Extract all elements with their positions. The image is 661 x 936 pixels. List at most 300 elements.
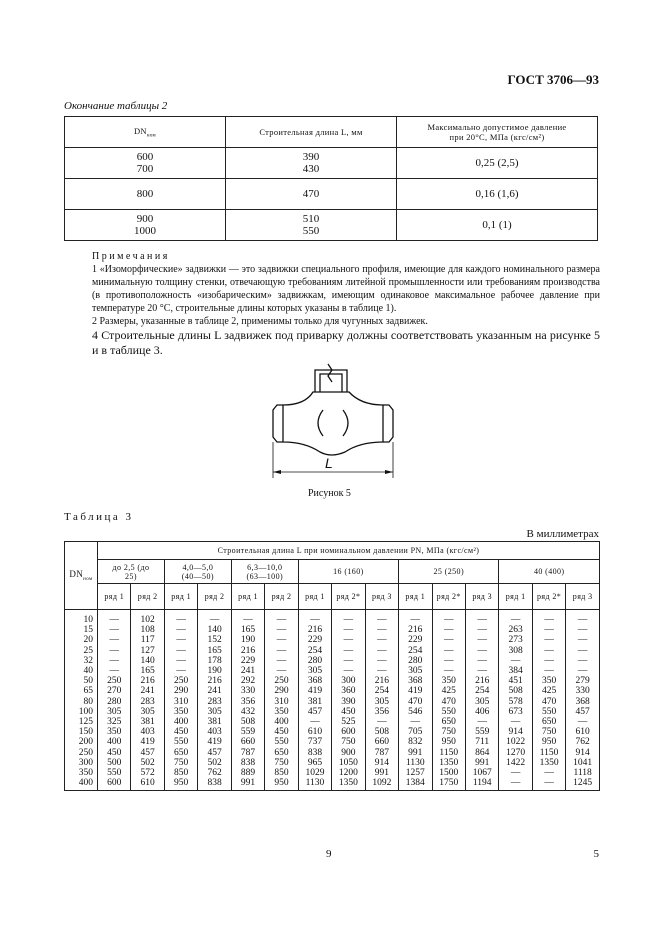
table3-cell: 914 <box>365 758 398 768</box>
table3-cell: — <box>298 610 331 626</box>
table3-cell: 838 <box>231 758 264 768</box>
table3-cell: — <box>465 610 498 626</box>
table3-cell: — <box>499 610 532 626</box>
table3-cell: — <box>465 635 498 645</box>
table3-cell: — <box>566 646 600 656</box>
table3-cell: 419 <box>131 737 164 747</box>
table3-cell: — <box>566 656 600 666</box>
table3-cell: — <box>332 625 365 635</box>
table3-header-row-3 <box>65 584 600 610</box>
table3-cell: 457 <box>198 748 231 758</box>
table3-cell: 450 <box>98 748 131 758</box>
table3-cell: — <box>432 610 465 626</box>
table3-cell: 350 <box>432 676 465 686</box>
table3-cell: 889 <box>231 768 264 778</box>
table3-cell: 250 <box>265 676 298 686</box>
table2-cell-dn: 800 <box>65 179 226 210</box>
table3-cell: 127 <box>131 646 164 656</box>
table3-cell: 190 <box>231 635 264 645</box>
table3-cell: 457 <box>566 707 600 717</box>
gate-valve-figure <box>265 360 405 485</box>
table3-cell: 1130 <box>298 778 331 791</box>
table3-cell: 737 <box>298 737 331 747</box>
table3-cell: — <box>98 666 131 676</box>
table3-cell: 325 <box>98 717 131 727</box>
table3-cell: — <box>532 666 565 676</box>
table3-pressure-group: 40 (400) <box>499 560 600 584</box>
table3-row <box>65 666 600 676</box>
table3-cell: 360 <box>332 686 365 696</box>
table3-row <box>65 778 600 791</box>
table3-cell: 650 <box>164 748 197 758</box>
table3-cell: 950 <box>432 737 465 747</box>
table3-cell: — <box>532 646 565 656</box>
table3-cell: — <box>265 646 298 656</box>
table3-cell: 550 <box>98 768 131 778</box>
table3-cell: 117 <box>131 635 164 645</box>
table3-cell: 241 <box>231 666 264 676</box>
table3-cell: 419 <box>399 686 432 696</box>
table3-header-row-1 <box>65 542 600 560</box>
table3-cell: 1384 <box>399 778 432 791</box>
table3-cell: 216 <box>231 646 264 656</box>
table3-cell: 381 <box>198 717 231 727</box>
table3-cell: — <box>365 656 398 666</box>
table3-cell: — <box>265 635 298 645</box>
table3-cell: 384 <box>499 666 532 676</box>
table3-cell: 1257 <box>399 768 432 778</box>
table3-cell-dn: 250 <box>65 748 98 758</box>
table3-cell-dn: 150 <box>65 727 98 737</box>
table3-cell: 356 <box>365 707 398 717</box>
table3-cell: 280 <box>98 697 131 707</box>
table3-cell: 838 <box>298 748 331 758</box>
table3-pressure-group: 4,0—5,0 (40—50) <box>164 560 231 584</box>
table3-cell: — <box>432 666 465 676</box>
table3-cell: 216 <box>465 676 498 686</box>
table3-cell: 1350 <box>332 778 365 791</box>
table3-cell: 1422 <box>499 758 532 768</box>
table3-cell: — <box>98 646 131 656</box>
table3-cell: 165 <box>198 646 231 656</box>
table3-cell: 229 <box>231 656 264 666</box>
table3-cell: 216 <box>365 676 398 686</box>
table3-pressure-group: 6,3—10,0 (63—100) <box>231 560 298 584</box>
table3-cell: 290 <box>164 686 197 696</box>
table3-cell: 850 <box>265 768 298 778</box>
table3-cell: 140 <box>131 656 164 666</box>
table3-cell: 273 <box>499 635 532 645</box>
table3-cell: 310 <box>164 697 197 707</box>
table3-cell: 280 <box>298 656 331 666</box>
table3-row-series-header: ряд 2 <box>265 584 298 610</box>
table3-cell: — <box>566 635 600 645</box>
table3-cell-dn: 15 <box>65 625 98 635</box>
table3-cell: 900 <box>332 748 365 758</box>
table2-header-row <box>65 117 598 148</box>
table2-cell-pressure: 0,16 (1,6) <box>397 179 598 210</box>
table3-cell: — <box>465 646 498 656</box>
table3-cell: 350 <box>98 727 131 737</box>
table3-cell: 400 <box>265 717 298 727</box>
table3-cell: 368 <box>399 676 432 686</box>
table3-cell: 787 <box>231 748 264 758</box>
table3-cell: 250 <box>98 676 131 686</box>
table3-cell: 1150 <box>432 748 465 758</box>
table3-cell: 178 <box>198 656 231 666</box>
table2-cell-length: 390 430 <box>226 148 397 179</box>
paragraph-4: 4 Строительные длины L задвижек под приварку должны соответствовать указанным на рисунке 5 и в таблице 3. <box>92 328 600 357</box>
table3-pressure-group: 25 (250) <box>399 560 499 584</box>
table3-cell: 1029 <box>298 768 331 778</box>
table3-row <box>65 610 600 626</box>
table3-cell: — <box>432 625 465 635</box>
table3-col-dn: $DN_{ном}$ <box>65 542 98 610</box>
table3-header-row-2 <box>65 560 600 584</box>
table3-cell: 283 <box>198 697 231 707</box>
table3-cell: 450 <box>164 727 197 737</box>
table3-cell: — <box>164 646 197 656</box>
table2-row <box>65 210 598 241</box>
table3-cell: — <box>265 625 298 635</box>
figure-caption: Рисунок 5 <box>308 488 351 499</box>
table3-cell: — <box>532 778 565 791</box>
table3-cell-dn: 100 <box>65 707 98 717</box>
table3-cell: 310 <box>265 697 298 707</box>
table3-cell: — <box>365 625 398 635</box>
table3-cell: — <box>298 717 331 727</box>
table3-row-series-header: ряд 1 <box>231 584 264 610</box>
table3-cell: — <box>365 666 398 676</box>
table3-cell: 559 <box>231 727 264 737</box>
table2-row <box>65 148 598 179</box>
table3-cell: — <box>98 610 131 626</box>
table3-row <box>65 768 600 778</box>
table3-cell: 300 <box>332 676 365 686</box>
table3-cell: 965 <box>298 758 331 768</box>
table3-cell: — <box>499 768 532 778</box>
table3-cell: 283 <box>131 697 164 707</box>
table3-row <box>65 625 600 635</box>
table3-cell: 279 <box>566 676 600 686</box>
table3-cell: — <box>332 635 365 645</box>
table3-cell-dn: 350 <box>65 768 98 778</box>
table3-cell-dn: 20 <box>65 635 98 645</box>
table3-pressure-group: 16 (160) <box>298 560 398 584</box>
page-number-right: 5 <box>593 848 599 860</box>
table3-cell: — <box>164 656 197 666</box>
table3-cell: 457 <box>298 707 331 717</box>
table3-cell-dn: 300 <box>65 758 98 768</box>
table3-cell: 610 <box>566 727 600 737</box>
table3-row <box>65 727 600 737</box>
table3-cell: 660 <box>365 737 398 747</box>
table3-cell: 762 <box>566 737 600 747</box>
document-code: ГОСТ 3706—93 <box>507 72 599 87</box>
table3-cell: 305 <box>465 697 498 707</box>
table3-cell: — <box>432 635 465 645</box>
table-3 <box>64 541 600 791</box>
table3-cell: 356 <box>231 697 264 707</box>
table3-cell: 390 <box>332 697 365 707</box>
table3-cell: 991 <box>465 758 498 768</box>
table3-cell: 419 <box>298 686 331 696</box>
table3-cell: 152 <box>198 635 231 645</box>
table3-cell: 750 <box>532 727 565 737</box>
table2-caption: Окончание таблицы 2 <box>64 100 168 112</box>
table2-col-pressure: Максимально допустимое давление при 20°С, МПа (кгс/см²) <box>397 117 598 148</box>
table2-cell-dn: 600 700 <box>65 148 226 179</box>
table3-cell: 1130 <box>399 758 432 768</box>
table3-cell: — <box>164 625 197 635</box>
table3-cell: — <box>332 666 365 676</box>
table3-row <box>65 748 600 758</box>
table3-cell: 470 <box>532 697 565 707</box>
table3-cell: 500 <box>98 758 131 768</box>
table3-cell: 1150 <box>532 748 565 758</box>
table3-cell: 1041 <box>566 758 600 768</box>
table3-cell-dn: 400 <box>65 778 98 791</box>
table3-cell: 330 <box>231 686 264 696</box>
table3-cell: — <box>499 717 532 727</box>
table3-cell: 368 <box>566 697 600 707</box>
table3-row-series-header: ряд 2 <box>198 584 231 610</box>
table3-cell: 950 <box>532 737 565 747</box>
table3-row-series-header: ряд 2* <box>332 584 365 610</box>
table3-cell: 350 <box>265 707 298 717</box>
table3-cell: — <box>98 625 131 635</box>
note-1: 1 «Изоморфические» задвижки — это задвижки специального профиля, имеющие для каждого номинального размера минимальную толщину стенки, отвечающую требованиям литейной промышленности или требованиям производства (в противоположность «изобарическим» задвижкам, имеющим одинаковое максимальное рабочее давление при температуре 20 °С, строительные длины которых указаны в таблице 1). <box>92 264 600 314</box>
table3-cell: — <box>365 717 398 727</box>
table3-cell-dn: 25 <box>65 646 98 656</box>
table3-cell: 250 <box>164 676 197 686</box>
table3-cell-dn: 125 <box>65 717 98 727</box>
table3-cell: 600 <box>98 778 131 791</box>
table3-cell: — <box>332 656 365 666</box>
table3-cell: 400 <box>98 737 131 747</box>
table3-cell: — <box>265 656 298 666</box>
table3-cell: 108 <box>131 625 164 635</box>
table3-cell: 508 <box>365 727 398 737</box>
table3-cell: 838 <box>198 778 231 791</box>
table3-cell: 502 <box>131 758 164 768</box>
table2-col-dn: $DN_{ном}$ <box>65 117 226 148</box>
table3-cell: 254 <box>465 686 498 696</box>
table3-cell: 578 <box>499 697 532 707</box>
table3-cell-dn: 50 <box>65 676 98 686</box>
table3-cell: — <box>566 610 600 626</box>
table3-cell: 451 <box>499 676 532 686</box>
table3-cell-dn: 65 <box>65 686 98 696</box>
table3-cell: — <box>98 656 131 666</box>
table3-row <box>65 737 600 747</box>
table3-cell: 750 <box>265 758 298 768</box>
table3-row <box>65 656 600 666</box>
table3-cell: 1245 <box>566 778 600 791</box>
table2-cell-pressure: 0,1 (1) <box>397 210 598 241</box>
page-number-center: 9 <box>326 848 332 860</box>
table3-cell: 750 <box>432 727 465 737</box>
table3-cell: 1050 <box>332 758 365 768</box>
table3-cell: 403 <box>198 727 231 737</box>
table3-cell: — <box>265 666 298 676</box>
table3-cell: 1118 <box>566 768 600 778</box>
table3-cell: — <box>532 635 565 645</box>
table3-row-series-header: ряд 1 <box>399 584 432 610</box>
table3-cell: — <box>432 646 465 656</box>
table3-cell: 1350 <box>432 758 465 768</box>
table3-cell: 165 <box>131 666 164 676</box>
table3-cell: — <box>499 778 532 791</box>
table3-cell: 350 <box>532 676 565 686</box>
table3-cell: 546 <box>399 707 432 717</box>
table3-row-series-header: ряд 1 <box>98 584 131 610</box>
table3-row <box>65 707 600 717</box>
note-2: 2 Размеры, указанные в таблице 2, применимы только для чугунных задвижек. <box>92 316 428 327</box>
table3-cell: 305 <box>98 707 131 717</box>
table3-cell: — <box>365 646 398 656</box>
table3-cell: 216 <box>198 676 231 686</box>
table3-cell: — <box>532 768 565 778</box>
table3-cell: 508 <box>231 717 264 727</box>
table3-cell: — <box>164 666 197 676</box>
table3-cell: 305 <box>298 666 331 676</box>
table3-cell: — <box>532 610 565 626</box>
table3-cell: 305 <box>131 707 164 717</box>
table3-row <box>65 646 600 656</box>
table3-cell: 1022 <box>499 737 532 747</box>
table3-cell: 502 <box>198 758 231 768</box>
table3-cell: 610 <box>131 778 164 791</box>
table3-cell: — <box>365 635 398 645</box>
table3-cell: 559 <box>465 727 498 737</box>
table3-cell-dn: 80 <box>65 697 98 707</box>
table3-row-series-header: ряд 1 <box>298 584 331 610</box>
table3-row <box>65 686 600 696</box>
table3-cell: 600 <box>332 727 365 737</box>
table3-cell: 381 <box>298 697 331 707</box>
table3-cell: 450 <box>265 727 298 737</box>
table3-cell: — <box>164 610 197 626</box>
table3-cell: 650 <box>432 717 465 727</box>
table3-cell-dn: 32 <box>65 656 98 666</box>
table3-cell: 229 <box>298 635 331 645</box>
table3-cell: 914 <box>566 748 600 758</box>
table3-cell: 330 <box>566 686 600 696</box>
table3-row <box>65 676 600 686</box>
table3-cell: — <box>432 656 465 666</box>
table3-cell: 711 <box>465 737 498 747</box>
table3-cell: 550 <box>532 707 565 717</box>
table3-cell: — <box>465 666 498 676</box>
table3-cell: 650 <box>532 717 565 727</box>
table3-cell: 673 <box>499 707 532 717</box>
table3-cell: 705 <box>399 727 432 737</box>
table3-row <box>65 758 600 768</box>
table3-cell: — <box>98 635 131 645</box>
table3-cell: 1194 <box>465 778 498 791</box>
table3-cell: 241 <box>131 686 164 696</box>
table3-cell: — <box>566 717 600 727</box>
table3-cell: 400 <box>164 717 197 727</box>
table3-cell: — <box>532 656 565 666</box>
table3-title: Таблица 3 <box>64 511 134 523</box>
table3-cell: — <box>465 717 498 727</box>
table3-cell: 470 <box>399 697 432 707</box>
table3-cell: 425 <box>532 686 565 696</box>
notes-title: Примечания <box>92 251 170 262</box>
table3-cell: — <box>566 625 600 635</box>
table2-row <box>65 179 598 210</box>
table3-cell: — <box>365 610 398 626</box>
table3-cell: — <box>198 610 231 626</box>
table3-cell: 991 <box>399 748 432 758</box>
table3-cell: 254 <box>399 646 432 656</box>
table3-cell: 190 <box>198 666 231 676</box>
table3-cell: 254 <box>365 686 398 696</box>
table3-cell: 350 <box>164 707 197 717</box>
table3-cell: 102 <box>131 610 164 626</box>
table3-cell: 305 <box>198 707 231 717</box>
table3-cell: 850 <box>164 768 197 778</box>
table3-cell: 290 <box>265 686 298 696</box>
table3-cell: 787 <box>365 748 398 758</box>
table3-cell: 229 <box>399 635 432 645</box>
table3-pressure-group: до 2,5 (до 25) <box>98 560 165 584</box>
table3-row-series-header: ряд 2 <box>131 584 164 610</box>
table3-cell: 216 <box>131 676 164 686</box>
table3-cell: 263 <box>499 625 532 635</box>
notes-block <box>92 250 600 328</box>
table3-cell: 1200 <box>332 768 365 778</box>
figure-dim-label: L <box>325 455 333 471</box>
table3-cell: 991 <box>231 778 264 791</box>
table3-cell: 660 <box>231 737 264 747</box>
table3-cell: 1092 <box>365 778 398 791</box>
table3-cell: — <box>399 717 432 727</box>
table3-row <box>65 635 600 645</box>
table3-row-series-header: ряд 3 <box>365 584 398 610</box>
table3-cell: 750 <box>332 737 365 747</box>
table3-cell: — <box>566 666 600 676</box>
table-2 <box>64 116 598 241</box>
table2-cell-pressure: 0,25 (2,5) <box>397 148 598 179</box>
table3-row-series-header: ряд 3 <box>465 584 498 610</box>
table3-cell: 254 <box>298 646 331 656</box>
table3-cell-dn: 200 <box>65 737 98 747</box>
table3-cell: — <box>465 625 498 635</box>
table2-cell-length: 470 <box>226 179 397 210</box>
table3-cell: 381 <box>131 717 164 727</box>
table3-group-header: Строительная длина L при номинальном давлении PN, МПа (кгс/см²) <box>98 542 600 560</box>
table3-cell: — <box>499 656 532 666</box>
table3-cell: 450 <box>332 707 365 717</box>
table3-cell: 216 <box>298 625 331 635</box>
table3-cell: 270 <box>98 686 131 696</box>
table2-col-length: Строительная длина L, мм <box>226 117 397 148</box>
table3-cell: 1067 <box>465 768 498 778</box>
table3-cell: 864 <box>465 748 498 758</box>
table3-cell: 762 <box>198 768 231 778</box>
table3-cell: 572 <box>131 768 164 778</box>
table3-cell: 525 <box>332 717 365 727</box>
table3-cell: — <box>231 610 264 626</box>
table3-cell: 457 <box>131 748 164 758</box>
table3-cell: 508 <box>499 686 532 696</box>
table3-cell: 403 <box>131 727 164 737</box>
table3-cell: — <box>265 610 298 626</box>
table3-cell: 750 <box>164 758 197 768</box>
